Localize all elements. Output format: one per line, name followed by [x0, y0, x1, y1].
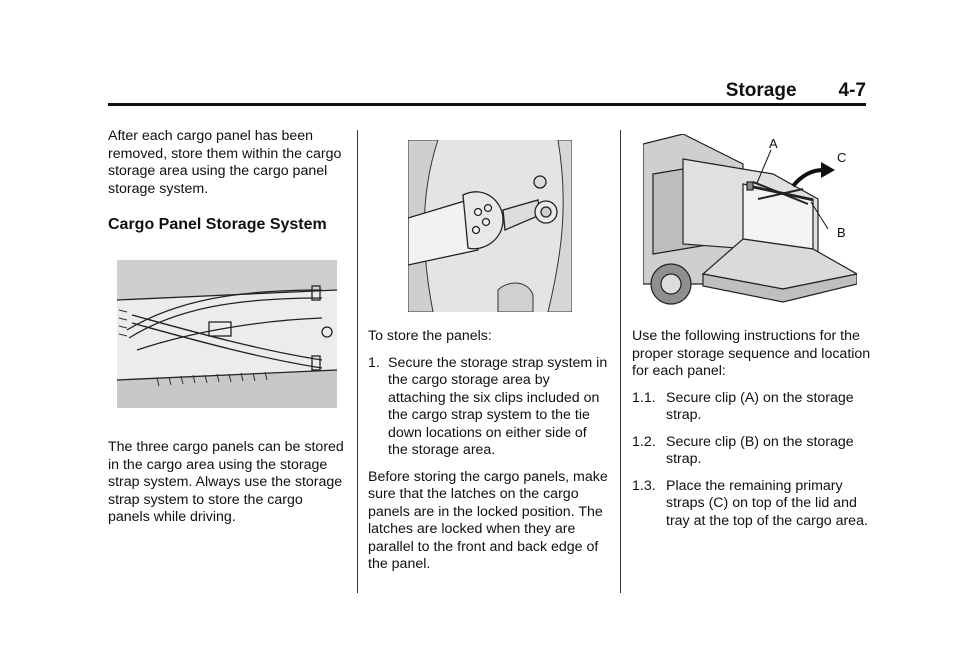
step-number: 1.	[368, 354, 380, 371]
section-heading: Cargo Panel Storage System	[108, 216, 327, 233]
step-1-2	[632, 434, 872, 469]
latch-note: Before storing the cargo panels, make sure that the latches on the cargo panels are in the locked position. The latches are locked when they are parallel to the front and back edge of the panel.	[368, 468, 608, 572]
section-title: Storage	[725, 80, 797, 101]
intro-paragraph: After each cargo panel has been removed, store them within the cargo storage area using the cargo panel storage system.	[108, 128, 342, 197]
step-text: Secure clip (B) on the storage strap.	[666, 433, 854, 467]
column-divider-2	[620, 130, 621, 593]
page-header	[108, 80, 866, 104]
step-1	[368, 355, 608, 460]
step-1-1	[632, 390, 872, 425]
strap-system-illustration	[117, 260, 337, 408]
instructions-lead: To store the panels:	[368, 328, 492, 344]
label-b: B	[837, 225, 846, 240]
step-1-3	[632, 478, 872, 531]
column-2	[368, 328, 608, 574]
step-number: 1.1.	[632, 389, 656, 406]
step-text: Place the remaining primary straps (C) on top of the lid and tray at the top of the cargo area.	[666, 477, 868, 529]
clip-tie-down-illustration	[408, 140, 572, 312]
label-a: A	[769, 136, 778, 151]
storage-description: The three cargo panels can be stored in the cargo area using the storage strap system. Always use the storage strap system to store the cargo panels while driving.	[108, 439, 344, 525]
label-c: C	[837, 150, 847, 165]
cargo-bed-illustration	[643, 134, 857, 312]
sequence-lead: Use the following instructions for the proper storage sequence and location for each panel:	[632, 328, 871, 379]
column-3	[632, 328, 872, 530]
step-text: Secure the storage strap system in the cargo storage area by attaching the six clips included on the cargo strap system to the tie down locations on either side of the storage area.	[388, 354, 608, 458]
step-number: 1.2.	[632, 433, 656, 450]
page-number: 4-7	[838, 80, 866, 101]
step-text: Secure clip (A) on the storage strap.	[666, 389, 854, 423]
step-number: 1.3.	[632, 477, 656, 494]
column-divider-1	[357, 130, 358, 593]
header-rule	[108, 103, 866, 106]
